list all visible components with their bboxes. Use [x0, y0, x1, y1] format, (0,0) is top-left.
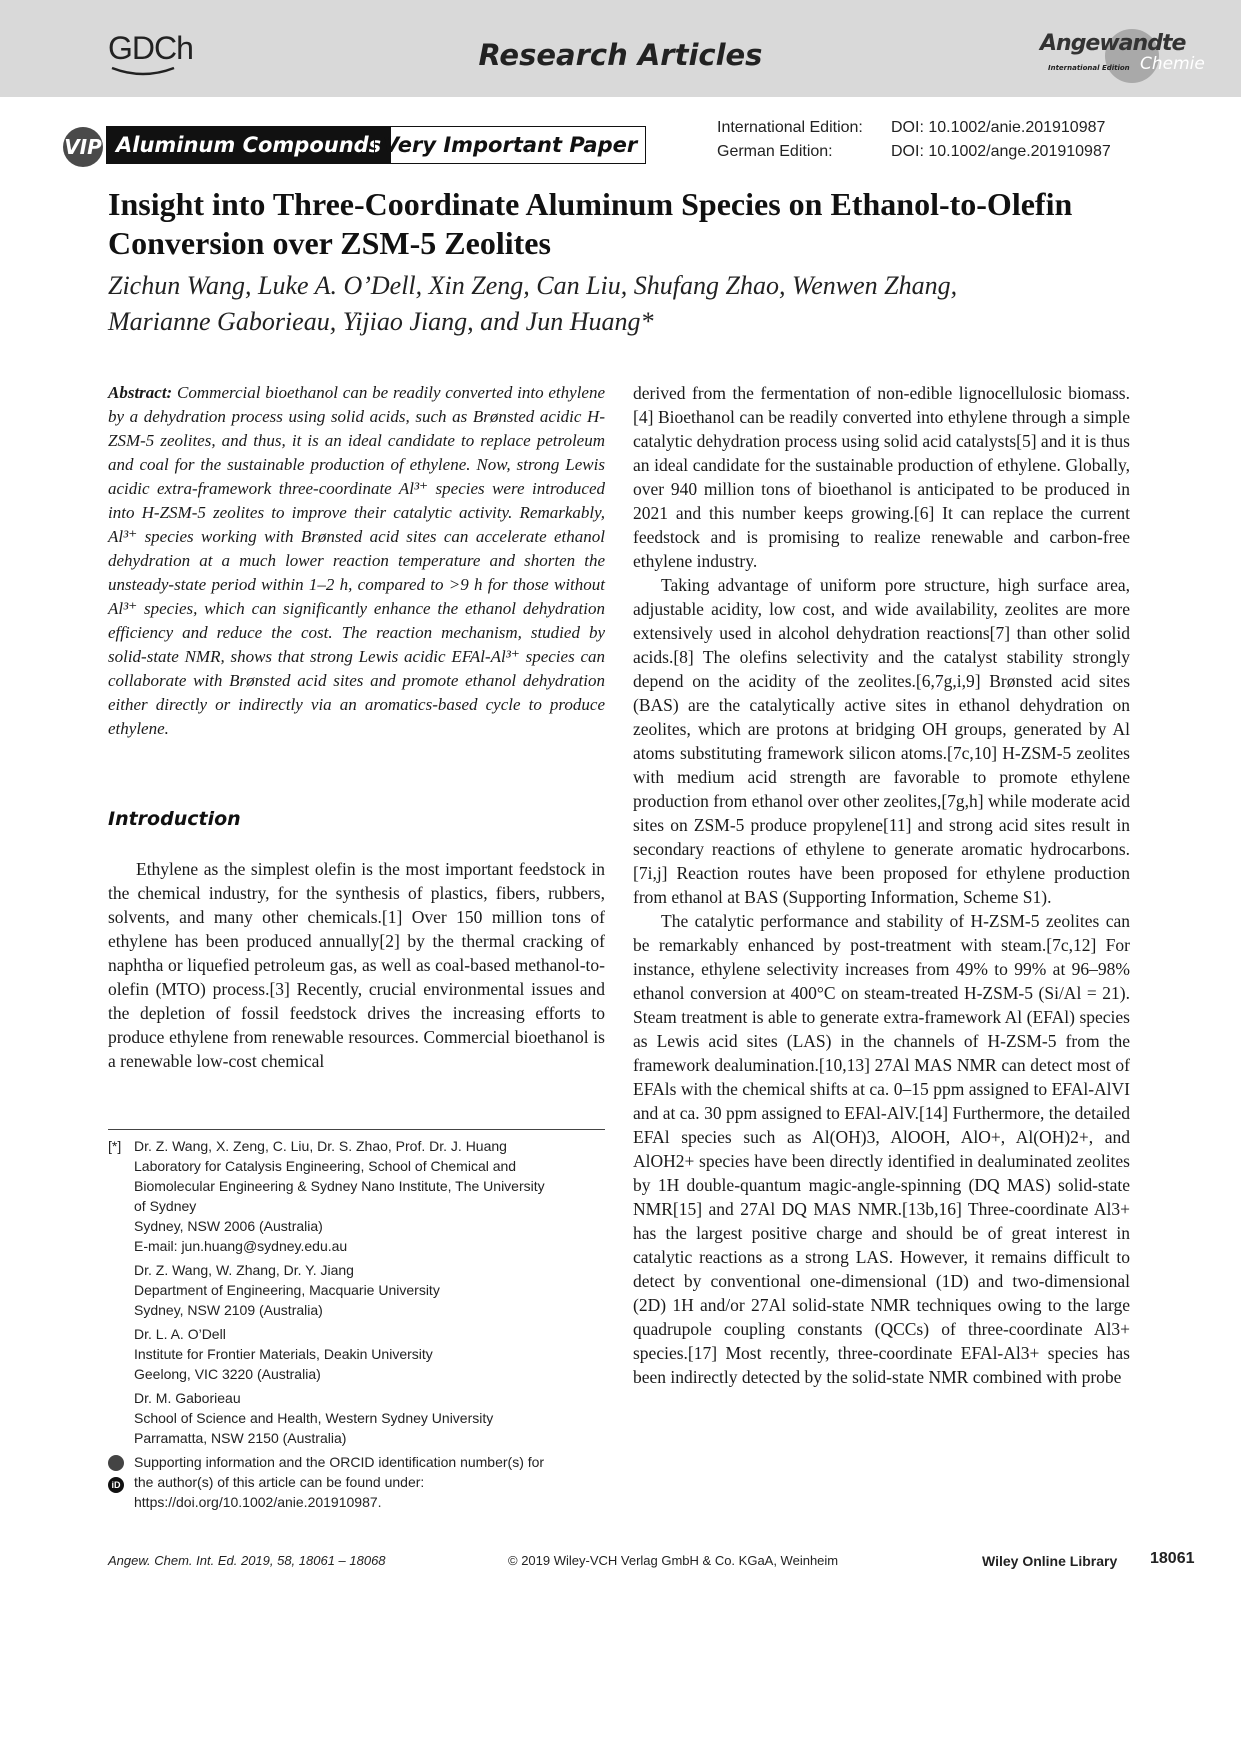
- doi-link[interactable]: DOI: 10.1002/anie.201910987: [891, 119, 1106, 136]
- wiley-online-library-link[interactable]: Wiley Online Library: [982, 1553, 1118, 1569]
- affiliation-line: Sydney, NSW 2006 (Australia): [134, 1218, 323, 1234]
- journal-section-title: Research Articles: [478, 38, 763, 72]
- email-link[interactable]: E-mail: jun.huang@sydney.edu.au: [134, 1238, 348, 1254]
- doi-link[interactable]: DOI: 10.1002/ange.201910987: [891, 143, 1111, 160]
- affiliation-line: Dr. Z. Wang, X. Zeng, C. Liu, Dr. S. Zhao, Prof. Dr. J. Huang: [134, 1138, 507, 1154]
- affiliation-line: of Sydney: [134, 1198, 197, 1214]
- affiliation-line: School of Science and Health, Western Sydney University: [134, 1410, 494, 1426]
- citation: Angew. Chem. Int. Ed. 2019, 58, 18061 – 18068: [108, 1553, 386, 1568]
- supporting-info-line: the author(s) of this article can be found under:: [134, 1474, 425, 1490]
- authors-line: Zichun Wang, Luke A. O’Dell, Xin Zeng, Can Liu, Shufang Zhao, Wenwen Zhang,: [108, 271, 958, 300]
- affiliation-line: Dr. M. Gaborieau: [134, 1390, 241, 1406]
- page-number: 18061: [1150, 1550, 1195, 1567]
- paper-type-label: Very Important Paper: [374, 126, 646, 164]
- affiliation-line: Geelong, VIC 3220 (Australia): [134, 1366, 321, 1382]
- authors-line: Marianne Gaborieau, Yijiao Jiang, and Jun Huang*: [108, 307, 654, 336]
- affiliation-line: Laboratory for Catalysis Engineering, School of Chemical and: [134, 1158, 517, 1174]
- topic-label: Aluminum Compounds: [106, 126, 391, 164]
- affiliation-block: [134, 1324, 605, 1384]
- supporting-info-icon: [108, 1455, 124, 1471]
- affiliation-line: Department of Engineering, Macquarie University: [134, 1282, 440, 1298]
- affiliation-list: [108, 1136, 605, 1448]
- supporting-info-note: [108, 1452, 605, 1512]
- affiliation-line: Dr. L. A. O’Dell: [134, 1326, 226, 1342]
- abstract-label: Abstract:: [108, 383, 173, 402]
- logo-edition: International Edition: [1048, 64, 1130, 72]
- article-title: Insight into Three-Coordinate Aluminum Species on Ethanol-to-Olefin Conversion over ZSM-5 Zeolites: [108, 186, 1073, 261]
- intro-paragraph: derived from the fermentation of non-edible lignocellulosic biomass.[4] Bioethanol can be readily converted into ethylene through a simple catalytic dehydration process using solid acid catalysts[5] and it is thus an ideal candidate for the sustainable production of ethylene. Globally, over 940 million tons of bioethanol is anticipated to be produced in 2021 and this number keeps growing.[6] It can replace the current feedstock and is promising to realize renewable and carbon-free ethylene industry.: [633, 383, 1130, 571]
- vip-badge-icon: VIP: [63, 127, 103, 167]
- logo-chemie: Chemie: [1140, 54, 1205, 74]
- affiliation-block: [134, 1388, 605, 1448]
- supporting-info-link[interactable]: https://doi.org/10.1002/anie.201910987.: [134, 1494, 382, 1510]
- author-affiliations: [108, 1136, 605, 1512]
- footnote-rule: [108, 1129, 605, 1130]
- affiliation-line: Institute for Frontier Materials, Deakin University: [134, 1346, 433, 1362]
- introduction-heading: Introduction: [108, 808, 241, 830]
- orcid-icon: iD: [108, 1477, 124, 1493]
- affiliation-block: [134, 1260, 605, 1320]
- affiliation-line: Parramatta, NSW 2150 (Australia): [134, 1430, 347, 1446]
- intro-left-body: [108, 857, 605, 1073]
- right-column: [633, 381, 1130, 1389]
- author-list: [108, 268, 1138, 340]
- abstract-text: Commercial bioethanol can be readily converted into ethylene by a dehydration process using solid acids, such as Brønsted acidic H-ZSM-5 zeolites, and thus, it is an ideal candidate to replace petroleum and coal for the sustainable production of ethylene. Now, strong Lewis acidic extra-framework three-coordinate Al³⁺ species were introduced into H-ZSM-5 zeolites to improve their catalytic activity. Remarkably, Al³⁺ species working with Brønsted acid sites can accelerate ethanol dehydration at a much lower reaction temperature and shorten the unsteady-state period within 1–2 h, compared to >9 h for those without Al³⁺ species, which can significantly enhance the ethanol dehydration efficiency and reduce the cost. The reaction mechanism, studied by solid-state NMR, shows that strong Lewis acidic EFAl-Al³⁺ species can collaborate with Brønsted acid sites and promote ethanol dehydration either directly or indirectly via an aromatics-based cycle to produce ethylene.: [108, 383, 606, 738]
- doi-international: International Edition: DOI: 10.1002/anie.201910987: [717, 119, 1106, 136]
- angewandte-logo: [1040, 27, 1210, 87]
- left-column: [108, 381, 605, 741]
- copyright: © 2019 Wiley-VCH Verlag GmbH & Co. KGaA, Weinheim: [508, 1553, 839, 1568]
- gdch-logo: GDCh: [108, 30, 193, 66]
- intro-paragraph: Taking advantage of uniform pore structure, high surface area, adjustable acidity, low cost, and wide availability, zeolites are more extensively used in alcohol dehydration reactions[7] than other solid acids.[8] The olefins selectivity and the catalyst stability strongly depend on the acidity of the zeolites.[6,7g,i,9] Brønsted acid sites (BAS) are the catalytically active sites in ethanol dehydration on zeolites, which are protons at bridging OH groups, generated by Al atoms substituting framework silicon atoms.[7c,10] H-ZSM-5 zeolites with medium acid strength are favorable to promote ethylene production from ethanol over other zeolites,[7g,h] while moderate acid sites on ZSM-5 produce propylene[11] and strong acid sites result in secondary reactions of ethylene to generate aromatic hydrocarbons.[7i,j] Reaction routes have been proposed for ethylene production from ethanol at BAS (Supporting Information, Scheme S1).: [633, 575, 1130, 907]
- affiliation-line: Biomolecular Engineering & Sydney Nano Institute, The University: [134, 1178, 545, 1194]
- affiliation-line: Dr. Z. Wang, W. Zhang, Dr. Y. Jiang: [134, 1262, 354, 1278]
- journal-header: [0, 0, 1241, 97]
- footnote-mark: [*]: [108, 1138, 122, 1154]
- intro-paragraph: Ethylene as the simplest olefin is the most important feedstock in the chemical industry, for the synthesis of plastics, fibers, rubbers, solvents, and many other chemicals.[1] Over 150 million tons of ethylene has been produced annually[2] by the thermal cracking of naphtha or liquefied petroleum gas, as well as coal-based methanol-to-olefin (MTO) process.[3] Recently, crucial environmental issues and the depletion of fossil feedstock drives the increasing efforts to produce ethylene from renewable resources. Commercial bioethanol is a renewable low-cost chemical: [108, 859, 605, 1071]
- abstract: [108, 381, 605, 741]
- intro-paragraph: The catalytic performance and stability of H-ZSM-5 zeolites can be remarkably enhanced by post-treatment with steam.[7c,12] For instance, ethylene selectivity increases from 49% to 99% at 96–98% ethanol conversion at 400°C on steam-treated H-ZSM-5 (Si/Al = 21). Steam treatment is able to generate extra-framework Al (EFAl) species as Lewis acid sites (LAS) in the channels of H-ZSM-5 from the framework dealumination.[10,13] 27Al MAS NMR can detect most of EFAls with the chemical shifts at ca. 0–15 ppm assigned to EFAl-AlVI and at ca. 30 ppm assigned to EFAl-AlV.[14] Furthermore, the detailed EFAl species such as Al(OH)3, AlOOH, AlO+, Al(OH)2+, and AlOH2+ species have been directly identified in dealuminated zeolites by 1H double-quantum magic-angle-spinning (DQ MAS) solid-state NMR[15] and 27Al DQ MAS NMR.[13b,16] Three-coordinate Al3+ has the largest positive charge and should be of great interest in catalytic reactions as a strong LAS. However, it remains difficult to detect by conventional one-dimensional (1D) and two-dimensional (2D) 1H and/or 27Al solid-state NMR techniques owing to the large quadrupole coupling constants (QCCs) of three-coordinate Al3+ species.[17] Most recently, three-coordinate EFAl-Al3+ species has been indirectly detected by the solid-state NMR combined with probe: [633, 911, 1130, 1387]
- supporting-info-line: Supporting information and the ORCID identification number(s) for: [134, 1454, 545, 1470]
- doi-german: German Edition: DOI: 10.1002/ange.201910987: [717, 143, 1111, 160]
- affiliation-block: [134, 1136, 605, 1256]
- logo-name: Angewandte: [1040, 31, 1186, 56]
- affiliation-line: Sydney, NSW 2109 (Australia): [134, 1302, 323, 1318]
